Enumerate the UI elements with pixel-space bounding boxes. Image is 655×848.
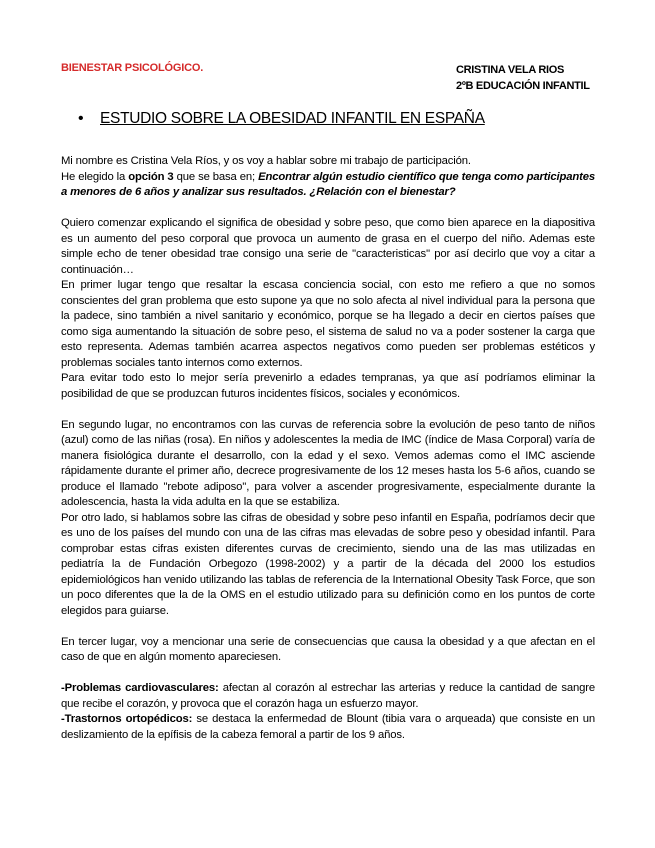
paragraph-growth-curves: En segundo lugar, no encontramos con las curvas de referencia sobre la evolución de peso tanto de niños (azul) como de las niñas (rosa). En niños y adolescentes la media de IMC (índice de Masa Corporal) varía de manera fisiológica durante el desarrollo, con la edad y el sexo. Vemos ademas como el IMC asciende rápidamente durante el primer año, decrece progresivamente de los 12 meses hasta los 5-6 años, cuando se produce el llamado ''rebote adiposo'', para volver a ascender progresivamente, especialmente durante la adolescencia, hasta la vida adulta en la que se estabiliza.: [61, 418, 595, 508]
course-name: 2ºB EDUCACIÓN INFANTIL: [456, 80, 590, 92]
option-label: opción 3: [128, 170, 174, 183]
paragraph-social-awareness: En primer lugar tengo que resaltar la escasa conciencia social, con esto me refiero a que no somos conscientes del gran problema que esto supone ya que no solo afecta al nivel individual para la persona que la padece, sino también a nivel sanitario y económico, porque se ha llegado a decir en ciertos países que como siga aumentando la situación de sobre peso, el sistema de salud no va a poder sostener la carga que esto representa. Ademas también acarrea aspectos negativos como pueden ser problemas estéticos y problemas sociales tanto internos como externos.: [61, 279, 595, 369]
consequence-label: -Trastornos ortopédicos:: [61, 713, 193, 725]
subject-header: BIENESTAR PSICOLÓGICO.: [61, 62, 204, 74]
author-block: [456, 62, 590, 94]
paragraph-prevention: Para evitar todo esto lo mejor sería prevenirlo a edades tempranas, ya que así podríamos eliminar la posibilidad de que se produzcan futuros incidentes físicos, sociales y económicos.: [61, 372, 595, 400]
paragraph-consequences: En tercer lugar, voy a mencionar una serie de consecuencias que causa la obesidad y a que afectan en el caso de que en algún momento apareciesen.: [61, 635, 595, 663]
consequence-orthopedic: [61, 712, 595, 743]
intro-text-2: que se basa en;: [173, 170, 259, 183]
consequence-text: se destaca la enfermedad de Blount (tibia vara o arqueada) que consiste en un deslizamiento de la epífisis de la cabeza femoral a partir de los 9 años.: [61, 713, 595, 741]
option-description: Encontrar algún estudio científico que tenga como participantes a menores de 6 años y analizar sus resultados. ¿Relación con el bienestar?: [61, 170, 596, 198]
bullet-icon: •: [78, 110, 84, 127]
author-name: CRISTINA VELA RIOS: [456, 64, 565, 76]
consequence-cardiovascular: [61, 681, 595, 712]
document-title: [78, 110, 485, 128]
paragraph-spain-figures: Por otro lado, si hablamos sobre las cifras de obesidad y sobre peso infantil en España, podríamos decir que es uno de los países del mundo con una de las cifras mas elevadas de sobre peso y obesidad infantil. Para comprobar estas cifras existen diferentes curvas de crecimiento, siendo una de las mas utilizadas en pediatría la de Fundación Orbegozo (1998-2002) y a partir de la década del 2000 los estudios epidemiológicos han venido utilizando las tablas de referencia de la International Obesity Task Force, que son un poco diferentes que la de la OMS en el estudio utilizado para su definición como en los puntos de corte elegidos para guiarse.: [61, 511, 595, 617]
consequence-label: -Problemas cardiovasculares:: [61, 682, 219, 694]
intro-line: Mi nombre es Cristina Vela Ríos, y os voy a hablar sobre mi trabajo de participación.: [61, 155, 471, 167]
intro-text: He elegido la: [61, 170, 129, 183]
consequence-text: afectan al corazón al estrechar las arterias y reduce la cantidad de sangre que recibe el corazón, y provoca que el corazón haga un esfuerzo mayor.: [61, 682, 595, 710]
title-text: ESTUDIO SOBRE LA OBESIDAD INFANTIL EN ESPAÑA: [100, 110, 485, 127]
document-body: [61, 154, 595, 743]
intro-option-paragraph: [61, 170, 595, 201]
paragraph-definition: Quiero comenzar explicando el significa de obesidad y sobre peso, que como bien aparece en la diapositiva es un aumento del peso corporal que provoca un aumento de grasa en el cuerpo del niño. Ademas este simple echo de tener obesidad trae consigo una serie de ''caracteristicas'' por así decirlo que voy a citar a continuación…: [61, 217, 595, 276]
